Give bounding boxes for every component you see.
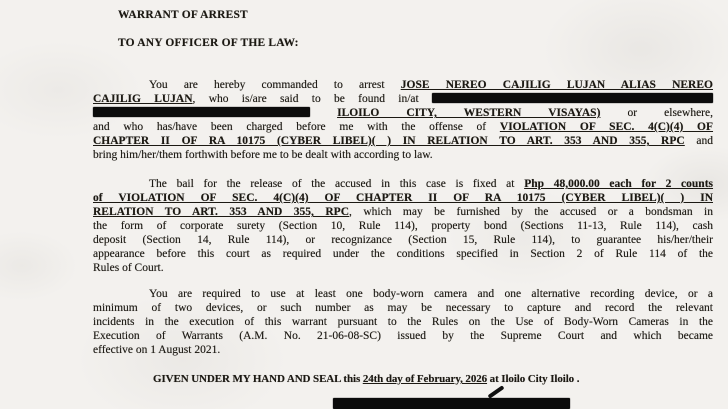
document-line bbox=[93, 343, 713, 357]
document-line bbox=[93, 177, 713, 191]
text-run: Rules of Court. bbox=[93, 262, 164, 274]
text-run: You are required to use at least one body-worn camera and one alternative recording device, or a bbox=[149, 288, 713, 300]
document-line bbox=[93, 120, 713, 134]
bail-amount: Php 48,000.00 each for 2 counts bbox=[524, 178, 714, 190]
text-run: effective on 1 August 2021. bbox=[93, 344, 221, 356]
document-line bbox=[93, 315, 713, 329]
accused-name: CAJILIG LUJAN bbox=[93, 93, 193, 105]
text-run: You are hereby commanded to arrest bbox=[149, 79, 401, 91]
issuance-place: at Iloilo City Iloilo . bbox=[487, 373, 580, 385]
warrant-document bbox=[93, 8, 713, 386]
document-line bbox=[93, 219, 713, 233]
redacted-address-bar-1 bbox=[432, 93, 713, 103]
text-run: or elsewhere, bbox=[600, 107, 713, 119]
document-line bbox=[93, 301, 713, 315]
document-line bbox=[93, 247, 713, 261]
offense-name: VIOLATION OF SEC. 4(C)(4) OF bbox=[499, 121, 714, 133]
text-run: GIVEN UNDER MY HAND AND SEAL this bbox=[153, 373, 363, 385]
document-line bbox=[93, 92, 713, 106]
document-line bbox=[93, 233, 713, 247]
text-run: bring him/her/them forthwith before me to be dealt with according to law. bbox=[93, 149, 433, 161]
offense-name: CHAPTER II OF RA 10175 (CYBER LIBEL)( ) IN RELATION TO ART. 353 AND 355, RPC bbox=[93, 135, 685, 147]
redacted-signature-bar bbox=[333, 398, 570, 409]
text-run: minimum of two devices, or such number as may be necessary to capture and record the relevant bbox=[93, 302, 713, 314]
accused-name: JOSE NEREO CAJILIG LUJAN ALIAS NEREO bbox=[400, 79, 713, 91]
document-line bbox=[93, 148, 713, 162]
address-location: ILOILO CITY, WESTERN VISAYAS) bbox=[337, 107, 601, 119]
redacted-address-bar-2 bbox=[93, 107, 310, 117]
text-run: and bbox=[684, 135, 714, 147]
addressee-line: TO ANY OFFICER OF THE LAW: bbox=[118, 37, 299, 49]
document-line bbox=[93, 134, 713, 148]
offense-name: RELATION TO ART. 353 AND 355, RPC bbox=[93, 206, 350, 218]
issuance-date: 24th day of February, 2026 bbox=[362, 373, 488, 385]
signature-stroke-remnant bbox=[487, 385, 504, 399]
paragraph-body-worn-camera bbox=[93, 287, 713, 357]
document-line bbox=[93, 329, 713, 343]
document-line bbox=[93, 287, 713, 301]
text-run: The bail for the release of the accused in this case is fixed at bbox=[149, 178, 525, 190]
paragraph-arrest-command bbox=[93, 78, 713, 162]
text-run: , which may be furnished by the accused or a bondsman in bbox=[349, 206, 713, 218]
text-run: the form of corporate surety (Section 10, Rule 114), property bond (Sections 11-13, Rule 114), cash bbox=[93, 220, 713, 232]
paragraph-bail bbox=[93, 177, 713, 275]
document-title: WARRANT OF ARREST bbox=[118, 9, 248, 21]
text-run: incidents in the execution of this warrant pursuant to the Rules on the Use of Body-Worn Cameras in the bbox=[93, 316, 713, 328]
document-line bbox=[93, 261, 713, 275]
text-run: , who is/are said to be found in/at bbox=[192, 93, 432, 105]
closing-line bbox=[153, 372, 713, 386]
document-line bbox=[93, 205, 713, 219]
document-line bbox=[93, 106, 713, 120]
document-line bbox=[93, 191, 713, 205]
offense-name: of VIOLATION OF SEC. 4(C)(4) OF CHAPTER II OF RA 10175 (CYBER LIBEL)( ) IN bbox=[93, 192, 713, 204]
text-run: Execution of Warrants (A.M. No. 21-06-08-SC) issued by the Supreme Court and which became bbox=[93, 330, 713, 342]
document-line bbox=[93, 78, 713, 92]
text-run: appearance before this court as required under the conditions specified in Section 2 of Rule 114 of the bbox=[93, 248, 713, 260]
text-run: deposit (Section 14, Rule 114), or recognizance (Section 15, Rule 114), to guarantee his/her/their bbox=[93, 234, 713, 246]
text-run: and who has/have been charged before me with the offense of bbox=[93, 121, 500, 133]
